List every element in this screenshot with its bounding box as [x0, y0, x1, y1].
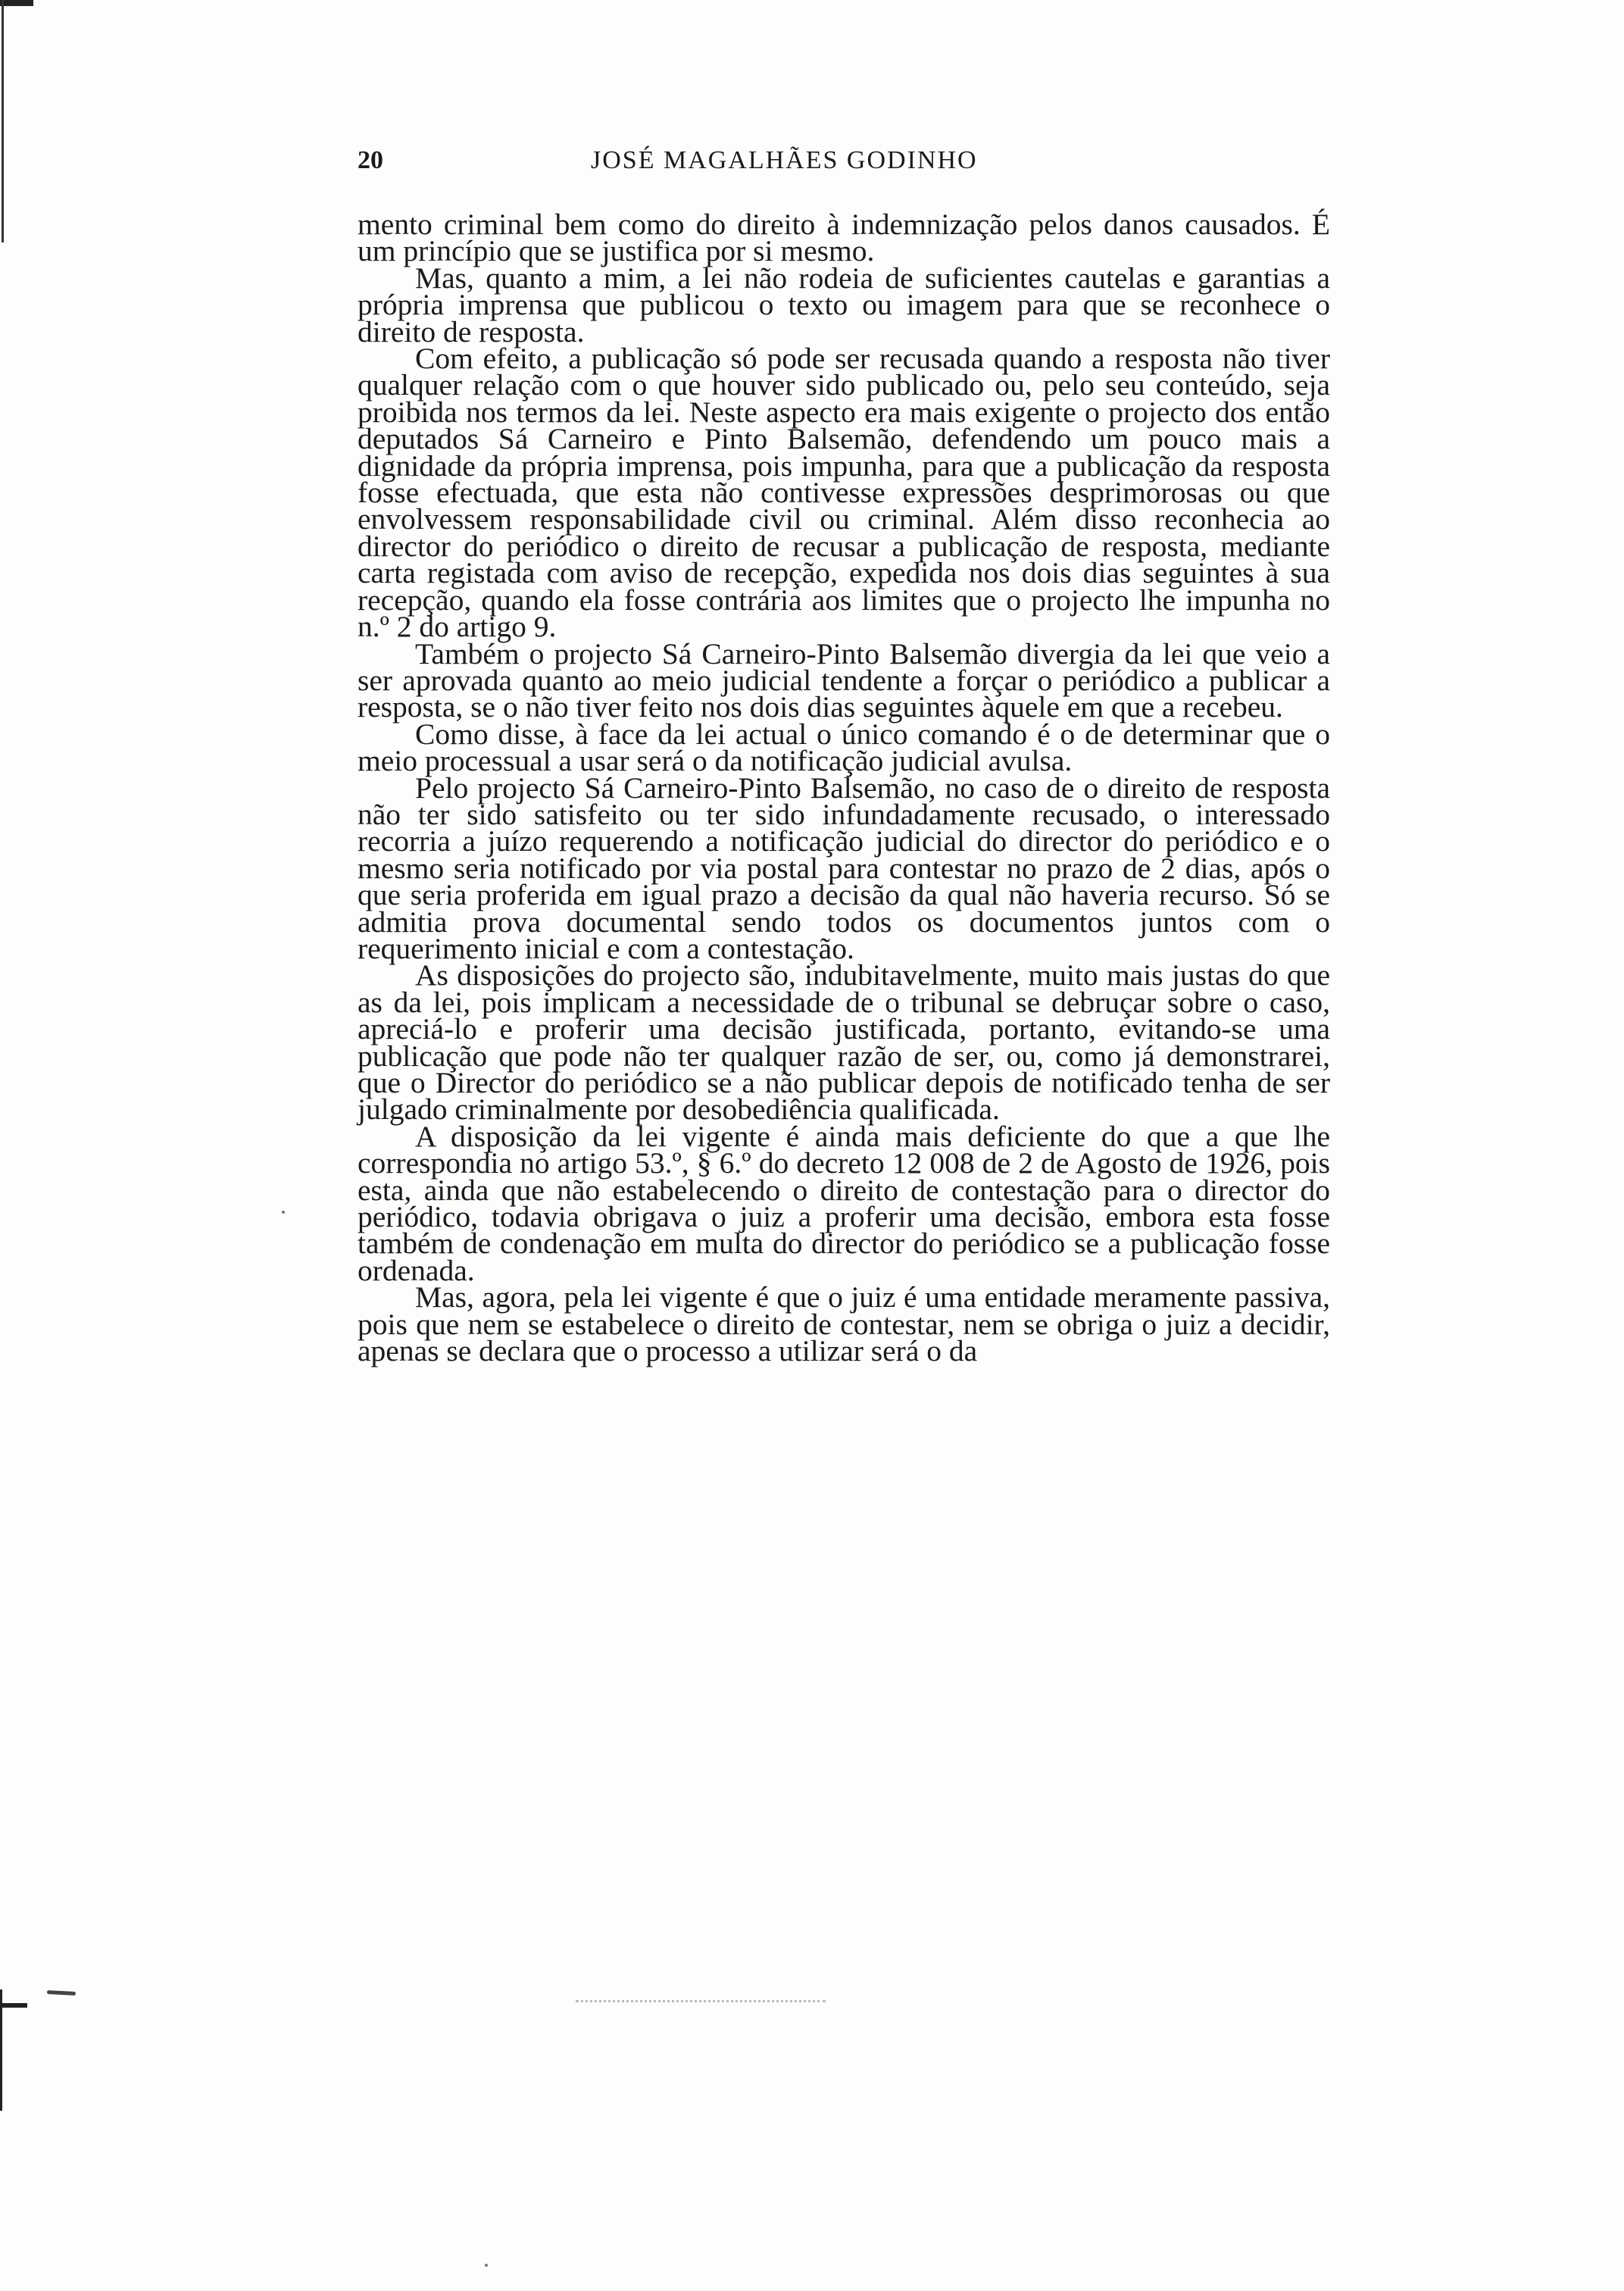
- page-number: 20: [358, 146, 383, 174]
- scan-edge-tick: [0, 2003, 27, 2008]
- scan-specks: [576, 2000, 826, 2005]
- paragraph: As disposições do projecto são, indubitavelmente, muito mais justas do que as da lei, pois implicam a necessidade de o tribunal se debruçar sobre o caso, apreciá-lo e proferir uma decisão justificada, portanto, evitando-se uma publicação que pode não ter qualquer razão de ser, ou, como já demonstrarei, que o Director do periódico se a não publicar depois de notificado tenha de ser julgado criminalmente por desobediência qualificada.: [358, 958, 1330, 1127]
- paragraph: A disposição da lei vigente é ainda mais deficiente do que a que lhe correspondia no artigo 53.º, § 6.º do decreto 12 008 de 2 de Agosto de 1926, pois esta, ainda que não estabelecendo o direito de contestação para o director do periódico, todavia obrigava o juiz a proferir uma decisão, embora esta fosse também de condenação em multa do director do periódico se a publicação fosse ordenada.: [358, 1119, 1330, 1287]
- scan-speck: [485, 2264, 488, 2267]
- scan-edge-line: [2, 0, 4, 242]
- body-text: [358, 208, 1330, 1368]
- scan-smudge: [47, 1990, 76, 1996]
- paragraph: Pelo projecto Sá Carneiro-Pinto Balsemão, no caso de o direito de resposta não ter sido satisfeito ou ter sido infundadamente recusado, o interessado recorria a juízo requerendo a notificação judicial do director do periódico e o mesmo seria notificado por via postal para contestar no prazo de 2 dias, após o que seria proferida em igual prazo a decisão da qual não haveria recurso. Só se admitia prova documental sendo todos os documentos juntos com o requerimento inicial e com a contestação.: [358, 770, 1330, 965]
- scan-speck: [282, 1211, 285, 1214]
- paragraph: Também o projecto Sá Carneiro-Pinto Balsemão divergia da lei que veio a ser aprovada quanto ao meio judicial tendente a forçar o periódico a publicar a resposta, se o não tiver feito nos dois dias seguintes àquele em que a recebeu.: [358, 636, 1330, 724]
- paragraph: Mas, agora, pela lei vigente é que o juiz é uma entidade meramente passiva, pois que nem se estabelece o direito de contestar, nem se obriga o juiz a decidir, apenas se declara que o processo a utilizar será o da: [358, 1280, 1330, 1368]
- scan-edge-mark: [0, 0, 33, 6]
- scan-edge-mark-bottom: [0, 1989, 2, 2111]
- paragraph: Como disse, à face da lei actual o único comando é o de determinar que o meio processual a usar será o da notificação judicial avulsa.: [358, 717, 1330, 778]
- paragraph: Com efeito, a publicação só pode ser recusada quando a resposta não tiver qualquer relação com o que houver sido publicado ou, pelo seu conteúdo, seja proibida nos termos da lei. Neste aspecto era mais exigente o projecto dos então deputados Sá Carneiro e Pinto Balsemão, defendendo um pouco mais a dignidade da própria imprensa, pois impunha, para que a publicação da resposta fosse efectuada, que esta não contivesse expressões desprimorosas ou que envolvessem responsabilidade civil ou criminal. Além disso reconhecia ao director do periódico o direito de recusar a publicação de resposta, mediante carta registada com aviso de recepção, expedida nos dois dias seguintes à sua recepção, quando ela fosse contrária aos limites que o projecto lhe impunha no n.º 2 do artigo 9.: [358, 342, 1330, 644]
- running-title: JOSÉ MAGALHÃES GODINHO: [591, 146, 978, 174]
- paragraph: Mas, quanto a mim, a lei não rodeia de suficientes cautelas e garantias a própria imprensa que publicou o texto ou imagem para que se reconhece o direito de resposta.: [358, 261, 1330, 348]
- paragraph: mento criminal bem como do direito à indemnização pelos danos causados. É um princípio que se justifica por si mesmo.: [358, 208, 1330, 268]
